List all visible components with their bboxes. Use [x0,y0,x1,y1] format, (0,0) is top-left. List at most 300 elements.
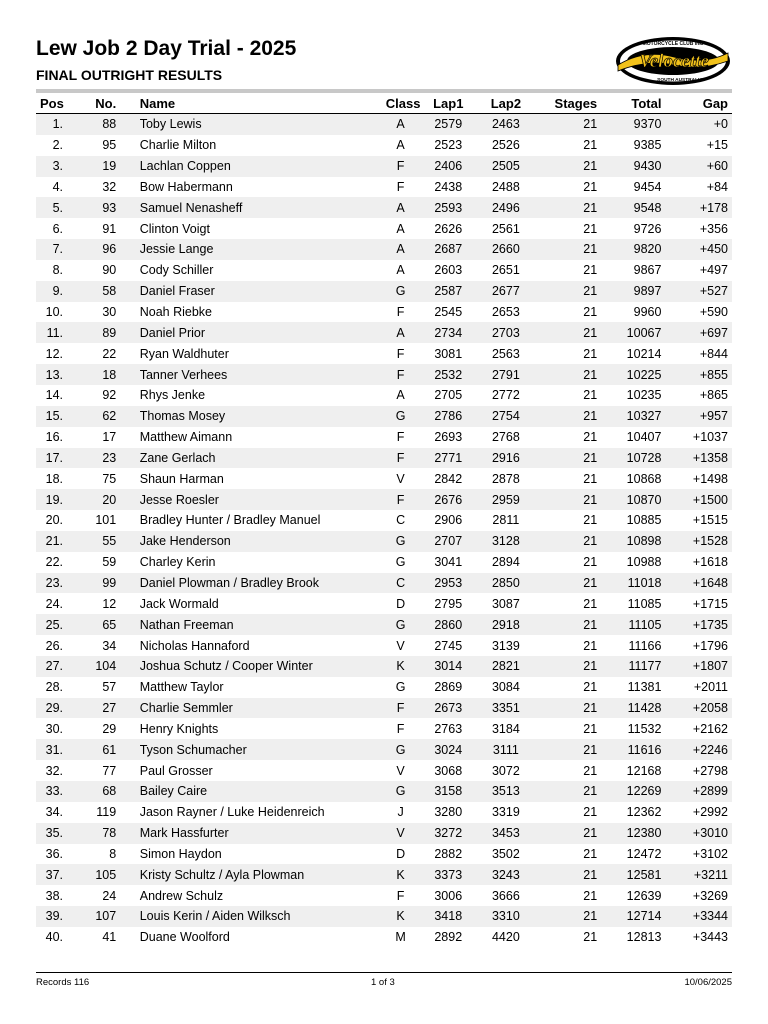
cell-spacer [120,739,136,760]
results-table [36,94,732,948]
cell-class: V [396,638,405,653]
table-row [36,510,732,531]
table-row [36,739,732,760]
cell-stages: 21 [535,823,601,844]
cell-class: A [396,263,405,278]
cell-name: Tanner Verhees [136,364,382,385]
cell-lap2: 2768 [491,430,520,445]
table-row [36,844,732,865]
table-row [36,281,732,302]
cell-gap: +3010 [665,823,732,844]
cell-no: 62 [67,406,120,427]
cell-gap: +1648 [665,573,732,594]
table-row [36,823,732,844]
table-row [36,260,732,281]
cell-total: 11085 [627,596,662,611]
cell-gap: +15 [706,138,728,153]
cell-lap2: 3310 [477,906,535,927]
cell-spacer [120,177,136,198]
cell-lap2: 3513 [477,781,535,802]
cell-lap1: 2523 [434,138,463,153]
cell-name: Jesse Roesler [136,489,382,510]
header-lap2: Lap2 [477,94,535,114]
cell-lap1: 3272 [419,823,477,844]
cell-class: D [396,596,406,611]
cell-lap2: 3111 [477,739,535,760]
table-row [36,635,732,656]
cell-name: Kristy Schultz / Ayla Plowman [136,864,382,885]
cell-total: 12639 [626,888,662,903]
cell-pos: 29. [36,698,67,719]
cell-lap2: 3243 [477,864,535,885]
cell-name: Ryan Waldhuter [139,346,229,361]
cell-stages: 21 [535,781,601,802]
header-name: Name [136,94,382,114]
cell-lap1: 3081 [434,346,463,361]
cell-lap1: 2953 [419,573,477,594]
cell-pos: 38. [45,888,64,903]
document-title: Lew Job 2 Day Trial - 2025 [36,37,297,60]
cell-lap2: 2563 [491,346,520,361]
cell-name: Jack Wormald [139,596,219,611]
cell-gap: +590 [699,305,728,320]
cell-spacer [120,114,136,135]
results-body [36,114,732,948]
cell-stages: 21 [583,805,598,820]
cell-no: 8 [109,846,117,861]
cell-no: 107 [67,906,120,927]
cell-spacer [120,614,136,635]
cell-stages: 21 [583,888,598,903]
logo-main-text: Velocette [639,51,709,72]
header-lap1: Lap1 [419,94,477,114]
cell-pos: 10. [45,305,64,320]
cell-lap2: 2488 [491,179,520,194]
table-row [36,802,732,823]
cell-lap2: 2463 [477,114,535,135]
cell-lap1: 3006 [434,888,463,903]
cell-pos: 36. [45,846,64,861]
cell-gap: +865 [699,388,728,403]
cell-name: Bradley Hunter / Bradley Manuel [139,513,321,528]
cell-lap2: 2772 [491,388,520,403]
cell-name: Joshua Schutz / Cooper Winter [136,656,382,677]
cell-spacer [120,698,136,719]
cell-lap2: 3184 [491,721,520,736]
cell-class: F [396,179,405,194]
cell-pos: 14. [45,388,64,403]
table-row [36,593,732,614]
logo-bottom-text: SOUTH AUSTRALIA [657,78,703,83]
cell-gap: +2011 [693,680,728,695]
cell-class: A [382,239,420,260]
footer-page-number: 1 of 3 [371,977,395,988]
cell-lap2: 2894 [491,555,520,570]
cell-no: 96 [67,239,120,260]
cell-total: 12168 [626,763,662,778]
cell-lap2: 2703 [477,322,535,343]
cell-lap1: 2860 [419,614,477,635]
cell-lap2: 2496 [477,197,535,218]
header-stages: Stages [535,94,601,114]
cell-class: G [395,680,406,695]
cell-total: 9430 [601,156,665,177]
cell-spacer [120,489,136,510]
cell-no: 88 [67,114,120,135]
cell-name: Charlie Semmler [136,698,382,719]
table-row [36,177,732,198]
table-row [36,698,732,719]
cell-total: 12362 [626,805,662,820]
cell-pos: 16. [45,430,64,445]
table-row [36,218,732,239]
cell-total: 11381 [627,680,662,695]
cell-lap2: 2651 [491,263,520,278]
cell-name: Jessie Lange [136,239,382,260]
cell-no: 104 [67,656,120,677]
cell-name: Mark Hassfurter [136,823,382,844]
table-row [36,864,732,885]
cell-spacer [120,885,136,906]
cell-lap1: 2763 [434,721,463,736]
cell-gap: +2162 [692,721,728,736]
cell-lap2: 2526 [491,138,520,153]
logo-top-text: MOTORCYCLE CLUB INC [642,41,704,47]
cell-pos: 7. [36,239,67,260]
cell-name: Clinton Voigt [139,221,210,236]
cell-total: 12581 [601,864,665,885]
cell-no: 105 [67,864,120,885]
cell-stages: 21 [583,179,598,194]
cell-lap2: 2677 [477,281,535,302]
cell-gap: +84 [706,179,728,194]
cell-class: A [396,221,405,236]
cell-stages: 21 [583,138,598,153]
cell-stages: 21 [583,346,598,361]
table-header-row [36,94,732,114]
table-row [36,302,732,323]
cell-name: Charlie Milton [139,138,217,153]
footer-records: Records 116 [36,977,90,988]
cell-total: 10327 [601,406,665,427]
cell-gap: +957 [665,406,732,427]
table-row [36,781,732,802]
cell-gap: +2246 [665,739,732,760]
cell-spacer [120,385,136,406]
cell-lap1: 2587 [419,281,477,302]
cell-gap: +3102 [692,846,728,861]
cell-class: C [396,513,406,528]
cell-spacer [120,281,136,302]
cell-stages: 21 [583,763,598,778]
cell-total: 9548 [601,197,665,218]
cell-name: Tyson Schumacher [136,739,382,760]
cell-stages: 21 [583,846,598,861]
header-gap: Gap [665,94,732,114]
cell-stages: 21 [583,596,598,611]
cell-gap: +527 [665,281,732,302]
cell-name: Nicholas Hannaford [139,638,250,653]
cell-name: Shaun Harman [139,471,224,486]
cell-class: G [382,614,420,635]
cell-lap1: 2545 [434,305,463,320]
cell-stages: 21 [583,930,598,945]
cell-lap1: 2676 [419,489,477,510]
cell-stages: 21 [583,430,598,445]
table-row [36,448,732,469]
cell-stages: 21 [535,906,601,927]
header-no: No. [67,94,120,114]
cell-class: K [382,906,420,927]
cell-lap1: 2705 [434,388,463,403]
cell-no: 18 [67,364,120,385]
cell-lap1: 2842 [434,471,463,486]
cell-no: 61 [67,739,120,760]
cell-stages: 21 [535,322,601,343]
cell-pos: 31. [36,739,67,760]
footer-date: 10/06/2025 [684,977,732,988]
cell-gap: +3269 [692,888,728,903]
cell-stages: 21 [535,114,601,135]
cell-class: A [396,138,405,153]
cell-spacer [120,802,136,823]
cell-spacer [120,218,136,239]
cell-stages: 21 [535,156,601,177]
cell-class: D [396,846,406,861]
cell-total: 9867 [633,263,662,278]
cell-spacer [120,531,136,552]
cell-gap: +356 [699,221,728,236]
cell-no: 59 [102,555,117,570]
cell-lap1: 2593 [419,197,477,218]
cell-spacer [120,593,136,614]
cell-spacer [120,718,136,739]
cell-lap2: 2918 [477,614,535,635]
cell-no: 99 [67,573,120,594]
cell-class: A [382,322,420,343]
cell-stages: 21 [535,739,601,760]
cell-total: 11018 [601,573,665,594]
cell-no: 77 [102,763,117,778]
cell-class: G [395,555,406,570]
table-row [36,364,732,385]
cell-stages: 21 [583,513,598,528]
cell-stages: 21 [535,281,601,302]
velocette-club-logo [614,35,732,87]
cell-pos: 6. [52,221,64,236]
cell-no: 23 [67,448,120,469]
cell-total: 9820 [601,239,665,260]
cell-total: 10235 [626,388,662,403]
cell-no: 89 [67,322,120,343]
cell-lap2: 3319 [491,805,520,820]
cell-total: 9454 [633,179,662,194]
cell-pos: 15. [36,406,67,427]
cell-name: Bow Habermann [139,179,233,194]
cell-no: 17 [102,430,117,445]
cell-class: G [382,531,420,552]
cell-gap: +1358 [665,448,732,469]
cell-no: 29 [102,721,117,736]
cell-spacer [120,322,136,343]
cell-class: K [382,656,420,677]
cell-class: G [382,281,420,302]
cell-no: 32 [102,179,117,194]
cell-spacer [120,823,136,844]
cell-total: 12269 [601,781,665,802]
cell-gap: +3211 [665,864,732,885]
cell-no: 90 [102,263,117,278]
cell-spacer [120,573,136,594]
cell-lap2: 2653 [491,305,520,320]
cell-no: 68 [67,781,120,802]
cell-spacer [120,156,136,177]
cell-lap1: 2795 [434,596,463,611]
cell-lap1: 2626 [434,221,463,236]
cell-lap1: 2693 [434,430,463,445]
cell-no: 75 [102,471,117,486]
cell-total: 9385 [633,138,662,153]
cell-lap2: 2505 [477,156,535,177]
cell-gap: +1796 [692,638,728,653]
cell-lap1: 2745 [434,638,463,653]
cell-name: Duane Woolford [139,930,230,945]
cell-lap1: 2603 [434,263,463,278]
cell-lap1: 3068 [434,763,463,778]
cell-pos: 4. [52,179,64,194]
table-row [36,906,732,927]
cell-lap2: 3128 [477,531,535,552]
cell-class: A [382,114,420,135]
cell-no: 20 [67,489,120,510]
cell-lap1: 3280 [434,805,463,820]
table-row [36,760,732,781]
cell-stages: 21 [535,864,601,885]
table-row [36,718,732,739]
cell-lap1: 2406 [419,156,477,177]
table-row [36,531,732,552]
cell-lap1: 2906 [434,513,463,528]
cell-stages: 21 [535,364,601,385]
cell-lap1: 2882 [434,846,463,861]
cell-class: F [382,448,420,469]
cell-name: Daniel Fraser [136,281,382,302]
cell-pos: 26. [45,638,64,653]
cell-total: 12472 [626,846,662,861]
table-row [36,552,732,573]
table-row [36,197,732,218]
table-row [36,427,732,448]
table-row [36,239,732,260]
cell-lap1: 2771 [419,448,477,469]
cell-spacer [120,302,136,323]
cell-lap1: 2734 [419,322,477,343]
cell-gap: +1500 [665,489,732,510]
header-total: Total [601,94,665,114]
table-row [36,614,732,635]
cell-stages: 21 [535,573,601,594]
cell-lap2: 2959 [477,489,535,510]
cell-no: 78 [67,823,120,844]
cell-lap1: 2707 [419,531,477,552]
cell-no: 19 [67,156,120,177]
cell-no: 24 [102,888,117,903]
cell-spacer [120,906,136,927]
cell-class: C [382,573,420,594]
cell-total: 10885 [626,513,662,528]
cell-total: 10988 [626,555,662,570]
cell-pos: 5. [36,197,67,218]
cell-stages: 21 [583,638,598,653]
cell-name: Bailey Caire [136,781,382,802]
cell-spacer [120,239,136,260]
cell-total: 9370 [601,114,665,135]
cell-lap2: 2916 [477,448,535,469]
cell-total: 11105 [601,614,665,635]
cell-name: Henry Knights [139,721,219,736]
cell-lap2: 2850 [477,573,535,594]
cell-pos: 11. [36,322,67,343]
cell-no: 27 [67,698,120,719]
cell-gap: +1498 [692,471,728,486]
cell-lap2: 2811 [492,513,520,528]
cell-gap: +2058 [665,698,732,719]
cell-pos: 34. [45,805,64,820]
cell-pos: 1. [36,114,67,135]
cell-lap2: 2561 [491,221,520,236]
cell-total: 12813 [626,930,662,945]
cell-spacer [120,927,136,948]
cell-lap1: 2579 [419,114,477,135]
cell-pos: 8. [52,263,64,278]
cell-pos: 12. [45,346,64,361]
cell-spacer [120,781,136,802]
cell-spacer [120,260,136,281]
cell-no: 41 [102,930,117,945]
cell-lap2: 3666 [491,888,520,903]
cell-lap1: 3418 [419,906,477,927]
cell-lap2: 3351 [477,698,535,719]
cell-no: 12 [102,596,117,611]
cell-lap1: 2438 [434,179,463,194]
cell-pos: 40. [45,930,64,945]
footer-rule [36,972,732,973]
cell-class: V [382,823,420,844]
cell-name: Zane Gerlach [136,448,382,469]
cell-pos: 33. [36,781,67,802]
cell-total: 10225 [601,364,665,385]
cell-lap2: 3072 [491,763,520,778]
cell-pos: 2. [52,138,64,153]
cell-spacer [120,364,136,385]
cell-pos: 20. [45,513,64,528]
cell-spacer [120,427,136,448]
cell-gap: +3443 [692,930,728,945]
table-row [36,406,732,427]
cell-class: G [382,781,420,802]
cell-stages: 21 [535,698,601,719]
cell-no: 34 [102,638,117,653]
cell-lap1: 2892 [434,930,463,945]
cell-no: 101 [95,513,117,528]
cell-no: 91 [102,221,117,236]
cell-lap1: 3024 [419,739,477,760]
cell-lap1: 2869 [434,680,463,695]
cell-no: 92 [102,388,117,403]
cell-name: Nathan Freeman [136,614,382,635]
cell-no: 119 [96,805,117,820]
cell-lap1: 2786 [419,406,477,427]
